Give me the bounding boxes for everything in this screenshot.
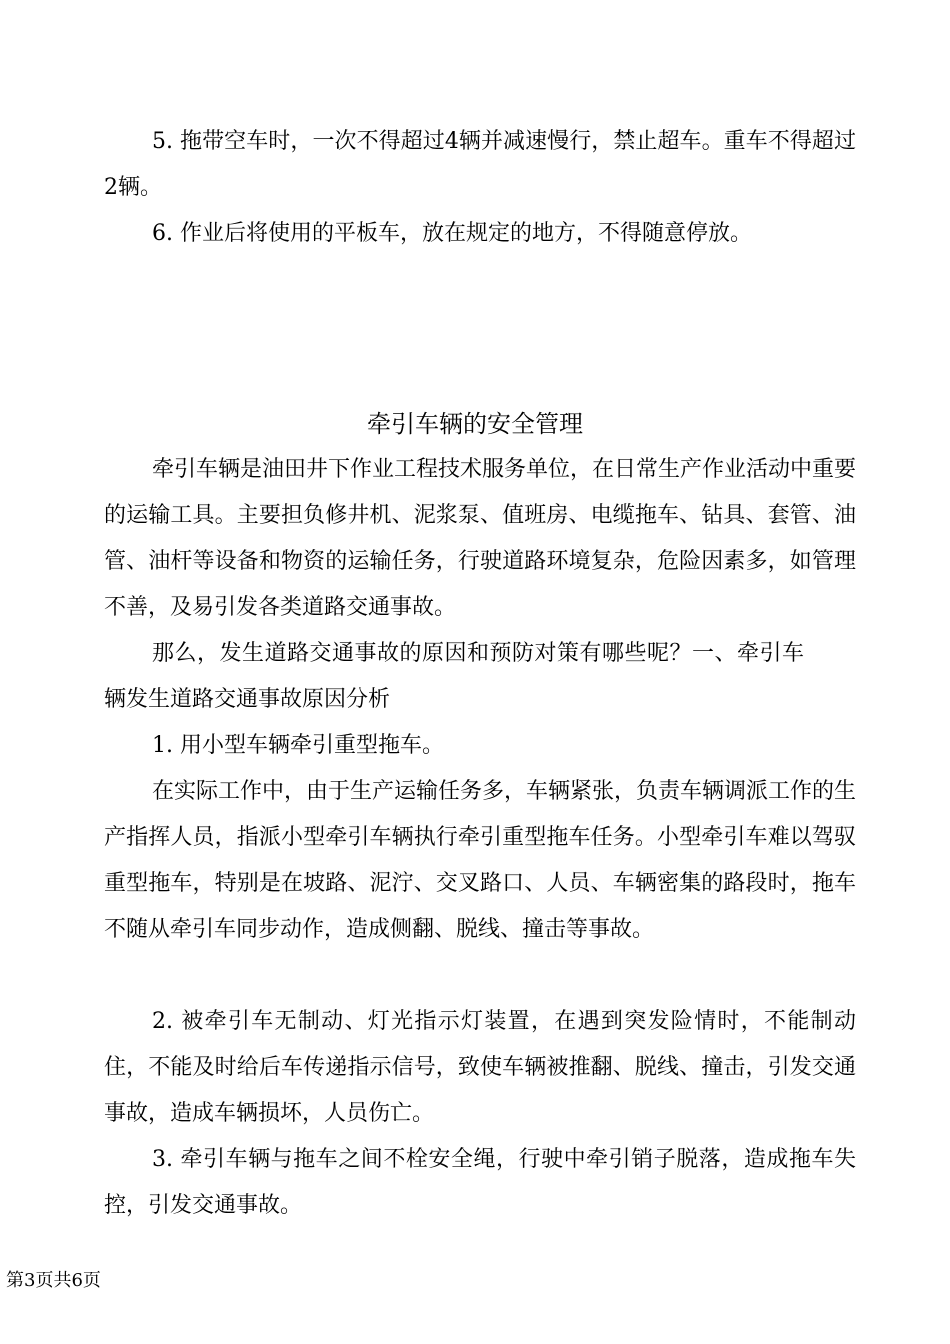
paragraph-item-6: 6. 作业后将使用的平板车，放在规定的地方，不得随意停放。 bbox=[152, 221, 752, 246]
paragraph-cause-2: 2. 被牵引车无制动、灯光指示灯装置，在遇到突发险情时，不能制动住，不能及时给后车传递指示信号，致使车辆被推翻、脱线、撞击，引发交通事故，造成车辆损坏，人员伤亡。 bbox=[104, 1009, 856, 1126]
paragraph-question: 那么，发生道路交通事故的原因和预防对策有哪些呢？一、牵引车辆发生道路交通事故原因分析 bbox=[104, 641, 804, 712]
paragraph-item-5: 5. 拖带空车时，一次不得超过4辆并减速慢行，禁止超车。重车不得超过2辆。 bbox=[104, 129, 856, 200]
page-number-footer: 第3页共6页 bbox=[6, 1270, 101, 1291]
paragraph-cause-1: 1. 用小型车辆牵引重型拖车。 bbox=[152, 733, 444, 758]
paragraph-cause-3: 3. 牵引车辆与拖车之间不栓安全绳，行驶中牵引销子脱落，造成拖车失控，引发交通事故。 bbox=[104, 1147, 856, 1218]
paragraph-intro: 牵引车辆是油田井下作业工程技术服务单位，在日常生产作业活动中重要的运输工具。主要担负修井机、泥浆泵、值班房、电缆拖车、钻具、套管、油管、油杆等设备和物资的运输任务，行驶道路环境复杂，危险因素多，如管理不善，及易引发各类道路交通事故。 bbox=[104, 457, 857, 620]
section-title: 牵引车辆的安全管理 bbox=[367, 410, 583, 438]
paragraph-cause-1-detail: 在实际工作中，由于生产运输任务多，车辆紧张，负责车辆调派工作的生产指挥人员，指派小型牵引车辆执行牵引重型拖车任务。小型牵引车难以驾驭重型拖车，特别是在坡路、泥泞、交叉路口、人员、车辆密集的路段时，拖车不随从牵引车同步动作，造成侧翻、脱线、撞击等事故。 bbox=[104, 779, 857, 942]
